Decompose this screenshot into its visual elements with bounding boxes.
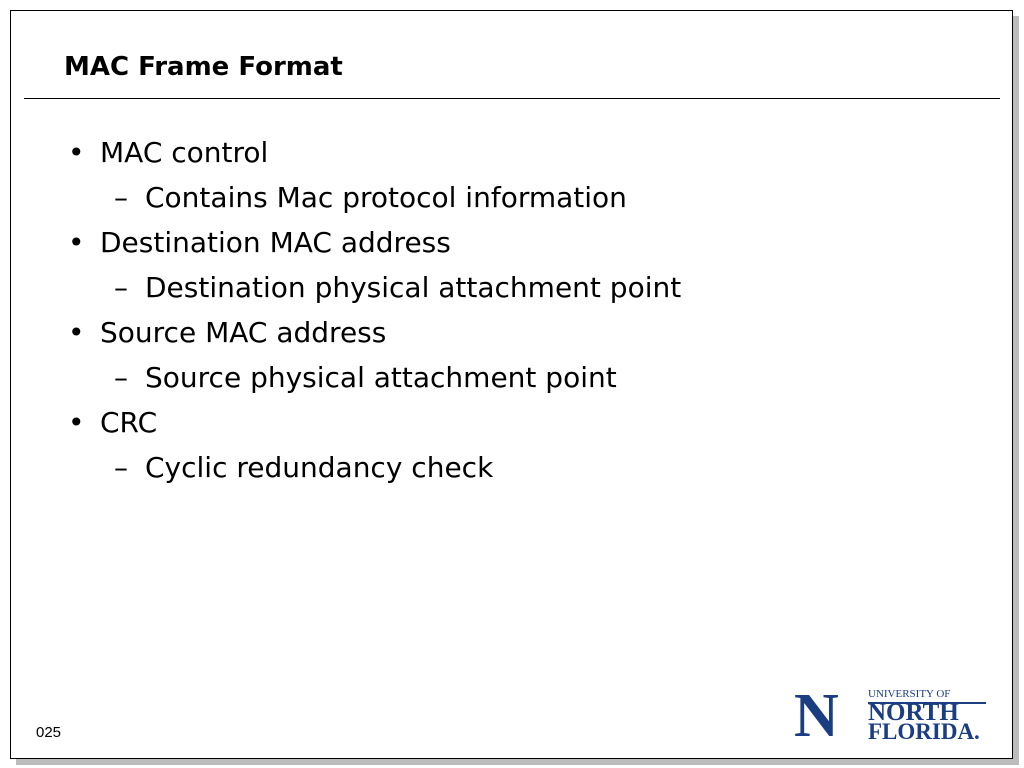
slide-number: 025 [36, 724, 62, 741]
bullet-marker: • [68, 406, 85, 439]
bullet-text: CRC [100, 406, 158, 439]
dash-marker: – [114, 451, 128, 484]
bullet-list [62, 130, 681, 490]
sub-bullet-text: Contains Mac protocol information [145, 181, 627, 214]
sub-bullet-text: Cyclic redundancy check [145, 451, 494, 484]
sub-bullet-item [62, 355, 681, 400]
logo-wordmark-top: UNIVERSITY OF [868, 688, 951, 700]
dash-marker: – [114, 271, 128, 304]
bullet-item [62, 310, 681, 355]
dash-marker: – [114, 361, 128, 394]
bullet-text: Source MAC address [100, 316, 387, 349]
unf-logo [794, 682, 994, 750]
sub-bullet-item [62, 445, 681, 490]
bullet-marker: • [68, 136, 85, 169]
dash-marker: – [114, 181, 128, 214]
sub-bullet-text: Destination physical attachment point [145, 271, 682, 304]
bullet-item [62, 220, 681, 265]
bullet-marker: • [68, 226, 85, 259]
sub-bullet-item [62, 265, 681, 310]
bullet-item [62, 400, 681, 445]
title-divider [24, 98, 1000, 99]
bullet-marker: • [68, 316, 85, 349]
slide-title: MAC Frame Format [64, 52, 343, 82]
logo-wordmark-florida: FLORIDA. [868, 719, 980, 744]
logo-wordmark-north: NORTH [868, 699, 959, 726]
bullet-item [62, 130, 681, 175]
bullet-text: Destination MAC address [100, 226, 451, 259]
sub-bullet-text: Source physical attachment point [145, 361, 617, 394]
bullet-text: MAC control [100, 136, 269, 169]
logo-monogram: N [794, 682, 837, 750]
sub-bullet-item [62, 175, 681, 220]
